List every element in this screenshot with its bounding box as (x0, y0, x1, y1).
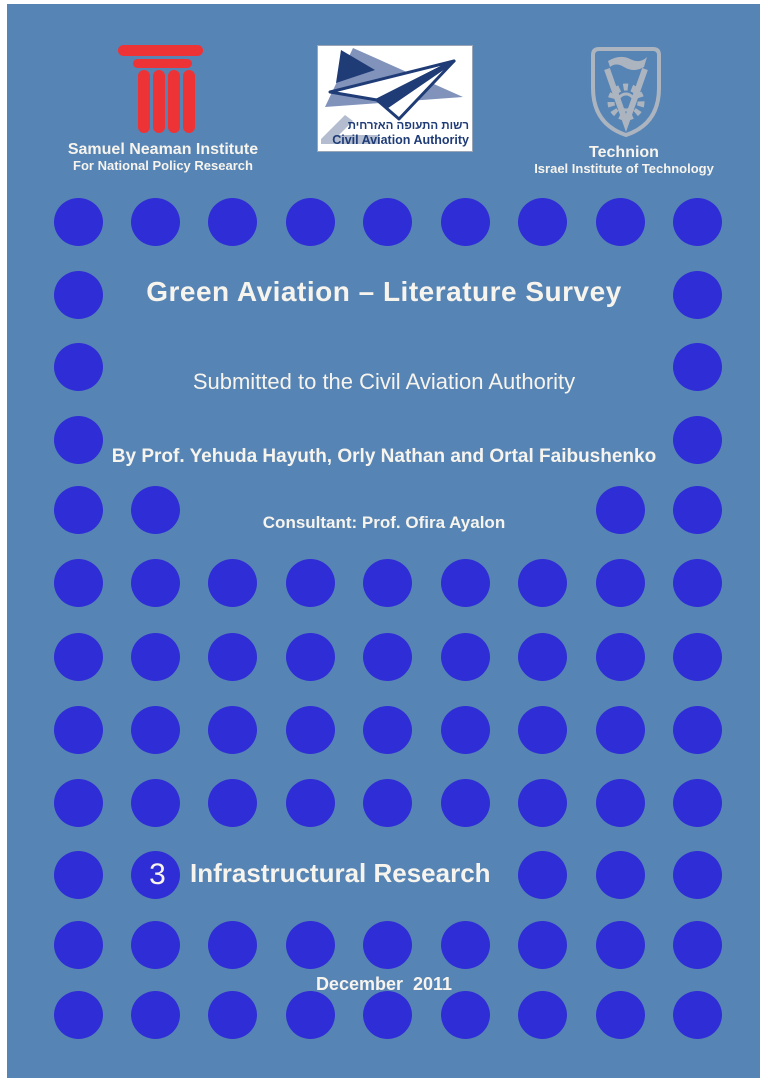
dot (54, 198, 103, 246)
dot (131, 633, 180, 681)
dot (208, 921, 257, 969)
caa-english-name: Civil Aviation Authority (332, 133, 469, 147)
dot (286, 779, 335, 827)
cover-date: December 2011 (315, 974, 453, 994)
dot (596, 921, 645, 969)
dot (596, 779, 645, 827)
dot (131, 779, 180, 827)
neaman-institute-caption (40, 141, 286, 174)
dot (208, 779, 257, 827)
technion-shield-icon (590, 46, 662, 138)
dot (54, 779, 103, 827)
dot (441, 198, 490, 246)
dot (131, 991, 180, 1039)
dot (286, 633, 335, 681)
dot (673, 633, 722, 681)
technion-name: Technion (589, 144, 659, 161)
dot (518, 779, 567, 827)
dot (673, 779, 722, 827)
dot (131, 706, 180, 754)
dot (363, 706, 412, 754)
dot (54, 706, 103, 754)
neaman-institute-subtitle: For National Policy Research (73, 158, 253, 174)
dot (673, 706, 722, 754)
dot (596, 198, 645, 246)
dot (673, 851, 722, 899)
caa-hebrew-name: רשות התעופה האזרחית (347, 120, 469, 132)
dot (673, 921, 722, 969)
dot (441, 921, 490, 969)
dot (441, 559, 490, 607)
dot (286, 198, 335, 246)
dot (286, 991, 335, 1039)
neaman-institute-name: Samuel Neaman Institute (67, 141, 259, 158)
cover-subtitle: Submitted to the Civil Aviation Authority (192, 369, 576, 394)
dot (441, 633, 490, 681)
dot (673, 198, 722, 246)
dot (208, 559, 257, 607)
dot (518, 991, 567, 1039)
dot (518, 198, 567, 246)
section-title: Infrastructural Research (190, 858, 491, 888)
dot (54, 633, 103, 681)
dot (518, 633, 567, 681)
dot (363, 779, 412, 827)
dot (673, 559, 722, 607)
dot (363, 633, 412, 681)
dot (363, 921, 412, 969)
dot (441, 779, 490, 827)
neaman-column-icon (117, 44, 205, 136)
dot (131, 198, 180, 246)
dot (208, 706, 257, 754)
dot (208, 991, 257, 1039)
dot (363, 559, 412, 607)
cover-consultant: Consultant: Prof. Ofira Ayalon (262, 513, 506, 532)
dot (518, 706, 567, 754)
dot (518, 921, 567, 969)
dot (208, 198, 257, 246)
dot (596, 851, 645, 899)
dot (286, 559, 335, 607)
dot (441, 991, 490, 1039)
dot (54, 851, 103, 899)
caa-logo (317, 45, 473, 152)
dot (286, 921, 335, 969)
dot (596, 633, 645, 681)
dot (441, 706, 490, 754)
dot (363, 198, 412, 246)
dot (54, 991, 103, 1039)
dot (54, 921, 103, 969)
cover-authors: By Prof. Yehuda Hayuth, Orly Nathan and Ortal Faibushenko (111, 446, 657, 467)
dot (518, 559, 567, 607)
dot (54, 559, 103, 607)
section-number: 3 (149, 858, 166, 891)
dot (131, 559, 180, 607)
dot (596, 559, 645, 607)
dot (208, 633, 257, 681)
dot (673, 991, 722, 1039)
dot (518, 851, 567, 899)
dot (596, 706, 645, 754)
technion-subtitle: Israel Institute of Technology (534, 161, 714, 177)
technion-caption (524, 144, 724, 177)
dot (363, 991, 412, 1039)
cover-title: Green Aviation – Literature Survey (146, 276, 622, 307)
dot (596, 991, 645, 1039)
dot (286, 706, 335, 754)
dot (131, 921, 180, 969)
